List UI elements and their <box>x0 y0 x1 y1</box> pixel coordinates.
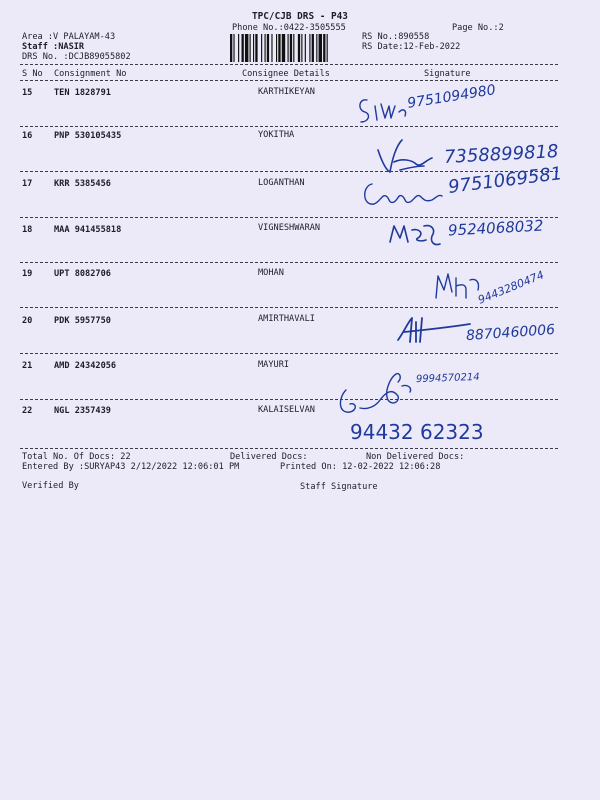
signature-scribble <box>394 312 474 350</box>
handwritten-phone: 9524068032 <box>447 216 544 240</box>
row-divider <box>20 353 558 354</box>
total-docs: Total No. Of Docs: 22 <box>22 452 131 462</box>
rs-number: RS No.:890558 <box>362 32 430 42</box>
handwritten-phone: 94432 62323 <box>350 420 484 444</box>
signature-scribble <box>386 220 446 250</box>
page-number: Page No.:2 <box>452 23 504 33</box>
row-divider <box>20 126 558 127</box>
table-end-divider <box>20 448 558 449</box>
verified-by-label: Verified By <box>22 481 79 491</box>
handwritten-phone: 7358899818 <box>443 141 559 168</box>
row-consignment: PNP 530105435 <box>54 131 122 141</box>
area-label: Area :V PALAYAM-43 <box>22 32 116 42</box>
row-consignment: AMD 24342056 <box>54 361 117 371</box>
row-consignee: MOHAN <box>258 268 284 278</box>
row-consignment: NGL 2357439 <box>54 406 111 416</box>
row-consignee: KARTHIKEYAN <box>258 87 315 97</box>
row-consignment: PDK 5957750 <box>54 316 111 326</box>
row-sno: 19 <box>22 269 33 279</box>
staff-label: Staff :NASIR <box>22 42 85 52</box>
header-divider <box>20 64 558 65</box>
staff-signature-label: Staff Signature <box>300 482 378 492</box>
row-consignee: AMIRTHAVALI <box>258 314 315 324</box>
column-sno: S No <box>22 69 43 79</box>
row-divider <box>20 399 558 400</box>
row-consignment: TEN 1828791 <box>54 88 111 98</box>
row-sno: 22 <box>22 406 33 416</box>
printed-on: Printed On: 12-02-2022 12:06:28 <box>280 462 441 472</box>
row-sno: 20 <box>22 316 33 326</box>
signature-scribble <box>360 176 450 212</box>
row-divider <box>20 262 558 263</box>
signature-scribble <box>336 362 426 422</box>
entered-by: Entered By :SURYAP43 2/12/2022 12:06:01 PM <box>22 462 240 472</box>
handwritten-phone: 9751094980 <box>406 82 497 112</box>
column-consignee: Consignee Details <box>242 69 330 79</box>
delivered-docs: Delivered Docs: <box>230 452 308 462</box>
column-divider <box>20 80 558 81</box>
row-consignment: UPT 8082706 <box>54 269 111 279</box>
row-consignee: LOGANTHAN <box>258 178 305 188</box>
row-consignee: KALAISELVAN <box>258 405 315 415</box>
signature-scribble <box>372 136 442 180</box>
column-signature: Signature <box>424 69 471 79</box>
row-consignment: KRR 5385456 <box>54 179 111 189</box>
column-consignment: Consignment No <box>54 69 127 79</box>
non-delivered-docs: Non Delivered Docs: <box>366 452 465 462</box>
row-consignee: MAYURI <box>258 360 290 370</box>
row-sno: 21 <box>22 361 33 371</box>
row-divider <box>20 217 558 218</box>
row-sno: 15 <box>22 88 33 98</box>
row-consignment: MAA 941455818 <box>54 225 122 235</box>
row-consignee: YOKITHA <box>258 130 295 140</box>
row-sno: 17 <box>22 179 33 189</box>
barcode-image <box>230 34 355 62</box>
handwritten-phone: 9751069581 <box>447 163 564 198</box>
phone-number: Phone No.:0422-3505555 <box>232 23 346 33</box>
row-sno: 16 <box>22 131 33 141</box>
sheet-title: TPC/CJB DRS - P43 <box>252 11 348 22</box>
row-divider <box>20 171 558 172</box>
drs-number: DRS No. :DCJB89055802 <box>22 52 131 62</box>
row-divider <box>20 307 558 308</box>
handwritten-phone: 8870460006 <box>465 321 556 345</box>
handwritten-phone: 9443280474 <box>476 268 546 307</box>
handwritten-phone: 9994570214 <box>415 371 480 386</box>
row-sno: 18 <box>22 225 33 235</box>
rs-date: RS Date:12-Feb-2022 <box>362 42 461 52</box>
row-consignee: VIGNESHWARAN <box>258 223 321 233</box>
